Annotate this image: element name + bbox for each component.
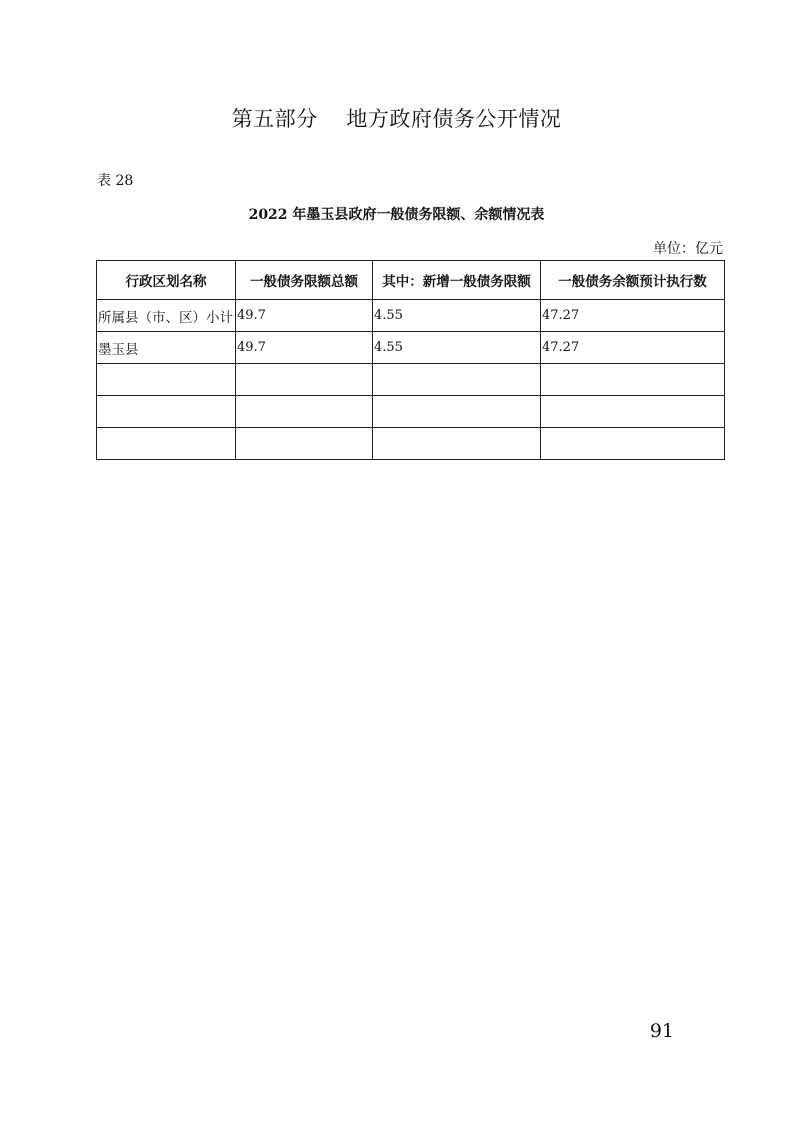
table-row — [97, 300, 725, 332]
table-number: 表 28 — [97, 173, 134, 189]
cell-debt-limit-total: 49.7 — [236, 300, 373, 332]
cell-debt-limit-total — [236, 428, 373, 460]
cell-region-name — [97, 396, 236, 428]
cell-debt-balance-estimate — [541, 364, 725, 396]
cell-debt-balance-estimate: 47.27 — [541, 300, 725, 332]
table-header-row — [97, 261, 725, 300]
header-region-name: 行政区划名称 — [97, 261, 236, 300]
table-row — [97, 428, 725, 460]
table-row — [97, 364, 725, 396]
section-title: 第五部分 地方政府债务公开情况 — [231, 107, 562, 131]
unit-label: 单位：亿元 — [653, 241, 723, 257]
cell-debt-balance-estimate — [541, 396, 725, 428]
cell-debt-limit-total — [236, 364, 373, 396]
table-row — [97, 396, 725, 428]
cell-region-name: 所属县（市、区）小计 — [97, 300, 236, 332]
cell-region-name — [97, 428, 236, 460]
page-number: 91 — [649, 1020, 674, 1042]
table-row — [97, 332, 725, 364]
cell-region-name: 墨玉县 — [97, 332, 236, 364]
cell-new-debt-limit: 4.55 — [373, 332, 541, 364]
debt-table — [96, 260, 725, 460]
cell-debt-limit-total: 49.7 — [236, 332, 373, 364]
cell-region-name — [97, 364, 236, 396]
header-new-debt-limit: 其中：新增一般债务限额 — [373, 261, 541, 300]
table-title: 2022 年墨玉县政府一般债务限额、余额情况表 — [248, 207, 545, 223]
cell-debt-balance-estimate — [541, 428, 725, 460]
cell-debt-limit-total — [236, 396, 373, 428]
cell-new-debt-limit — [373, 428, 541, 460]
header-debt-balance-estimate: 一般债务余额预计执行数 — [541, 261, 725, 300]
cell-new-debt-limit — [373, 364, 541, 396]
cell-debt-balance-estimate: 47.27 — [541, 332, 725, 364]
cell-new-debt-limit — [373, 396, 541, 428]
cell-new-debt-limit: 4.55 — [373, 300, 541, 332]
header-debt-limit-total: 一般债务限额总额 — [236, 261, 373, 300]
